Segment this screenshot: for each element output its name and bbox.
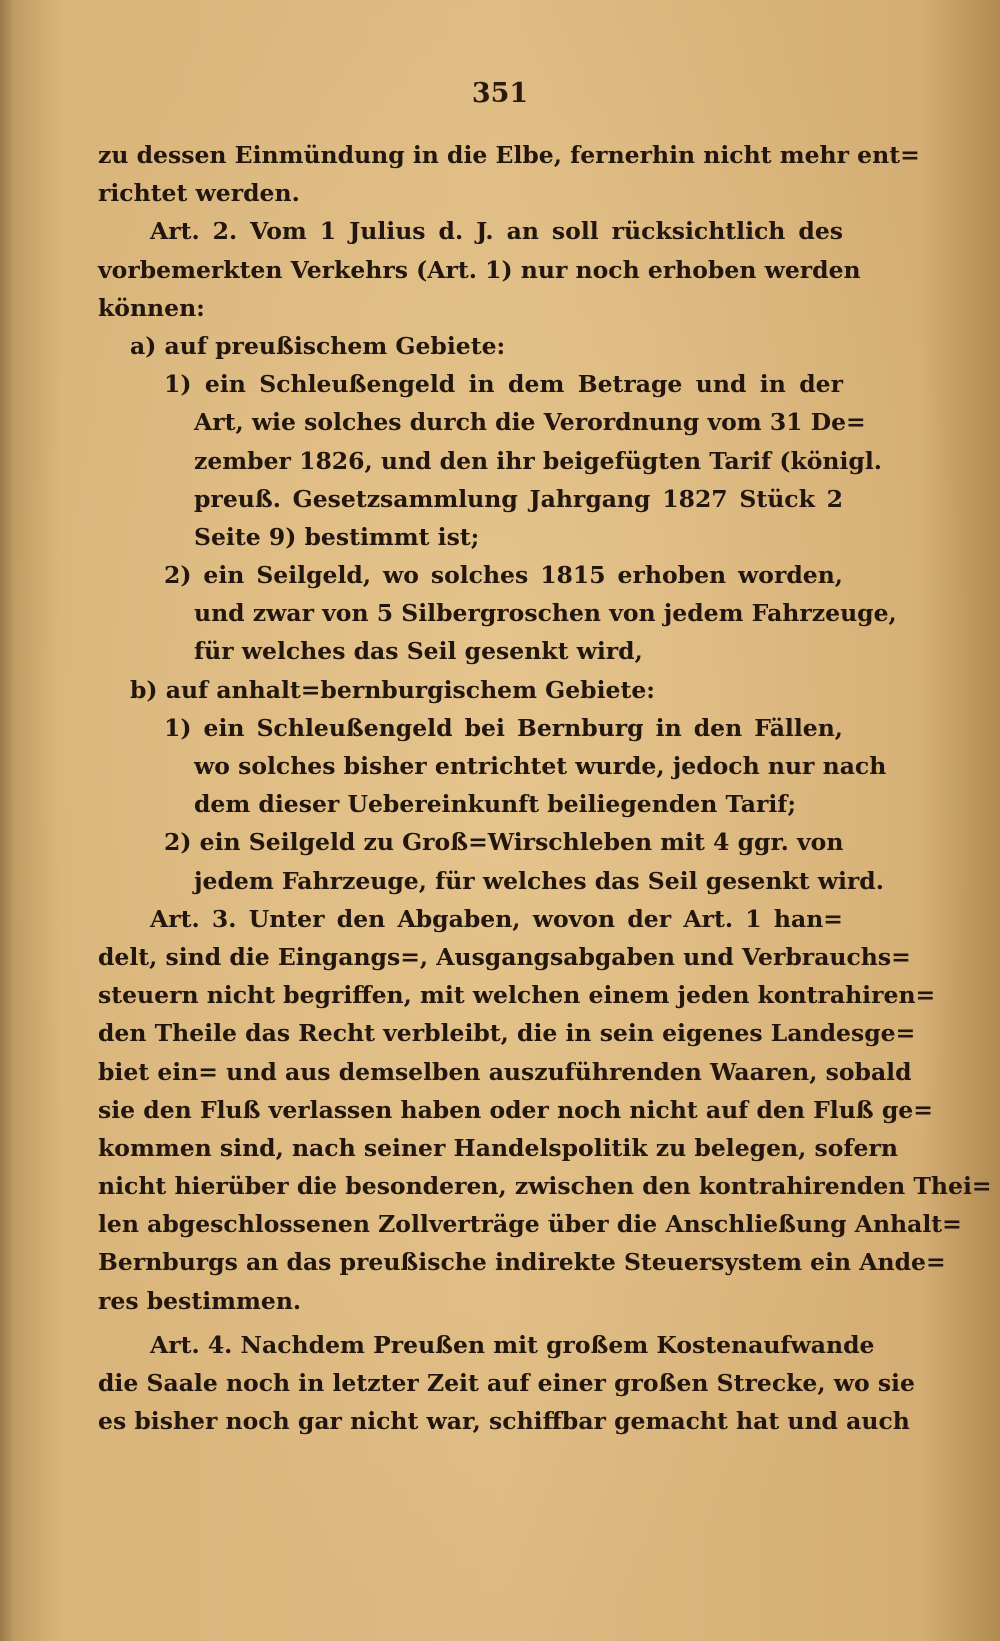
text-line: steuern nicht begriffen, mit welchen einem jeden kontrahiren= (98, 981, 936, 1010)
page-number: 351 (471, 78, 529, 109)
text-line: len abgeschlossenen Zollverträge über die Anschließung Anhalt= (98, 1210, 962, 1239)
text-line: Art, wie solches durch die Verordnung vom 31 De= (194, 408, 866, 437)
body-text (98, 136, 992, 1440)
text-line: wo solches bisher entrichtet wurde, jedoch nur nach (194, 752, 887, 780)
text-line: für welches das Seil gesenkt wird, (194, 637, 643, 666)
text-line: zu dessen Einmündung in die Elbe, fernerhin nicht mehr ent= (98, 141, 920, 169)
text-line: b) auf anhalt=bernburgischem Gebiete: (130, 675, 655, 704)
text-line: nicht hierüber die besonderen, zwischen den kontrahirenden Thei= (98, 1172, 992, 1201)
text-line: den Theile das Recht verbleibt, die in sein eigenes Landesge= (98, 1019, 916, 1048)
text-line: können: (98, 293, 205, 322)
text-line: dem dieser Uebereinkunft beiliegenden Tarif; (194, 790, 797, 819)
text-line: 2) ein Seilgeld, wo solches 1815 erhoben worden, (164, 561, 843, 590)
text-line: richtet werden. (98, 179, 300, 208)
text-line: und zwar von 5 Silbergroschen von jedem Fahrzeuge, (194, 599, 897, 628)
text-line: preuß. Gesetzsammlung Jahrgang 1827 Stück 2 (194, 484, 843, 513)
text-line: Art. 4. Nachdem Preußen mit großem Kostenaufwande (150, 1330, 875, 1359)
text-line: die Saale noch in letzter Zeit auf einer großen Strecke, wo sie (98, 1369, 915, 1397)
text-line: res bestimmen. (98, 1286, 302, 1315)
text-line: Bernburgs an das preußische indirekte Steuersystem ein Ande= (98, 1248, 946, 1277)
text-line: zember 1826, und den ihr beigefügten Tarif (königl. (194, 446, 882, 475)
text-line: jedem Fahrzeuge, für welches das Seil gesenkt wird. (194, 866, 884, 895)
text-line: 1) ein Schleußengeld bei Bernburg in den Fällen, (164, 713, 843, 742)
text-line: 2) ein Seilgeld zu Groß=Wirschleben mit 4 ggr. von (164, 828, 844, 857)
page-spine-shadow (0, 0, 14, 1641)
text-line: a) auf preußischem Gebiete: (130, 331, 506, 360)
text-line: biet ein= und aus demselben auszuführenden Waaren, sobald (98, 1057, 912, 1086)
text-line: Art. 3. Unter den Abgaben, wovon der Art. 1 han= (150, 904, 843, 933)
text-line: es bisher noch gar nicht war, schiffbar gemacht hat und auch (98, 1407, 910, 1436)
text-line: Art. 2. Vom 1 Julius d. J. an soll rücksichtlich des (150, 217, 843, 246)
text-line: kommen sind, nach seiner Handelspolitik zu belegen, sofern (98, 1133, 898, 1162)
text-line: delt, sind die Eingangs=, Ausgangsabgaben und Verbrauchs= (98, 942, 911, 971)
text-line: 1) ein Schleußengeld in dem Betrage und in der (164, 370, 843, 399)
text-line: sie den Fluß verlassen haben oder noch nicht auf den Fluß ge= (98, 1095, 933, 1124)
text-line: vorbemerkten Verkehrs (Art. 1) nur noch erhoben werden (98, 255, 861, 284)
text-line: Seite 9) bestimmt ist; (194, 522, 480, 551)
